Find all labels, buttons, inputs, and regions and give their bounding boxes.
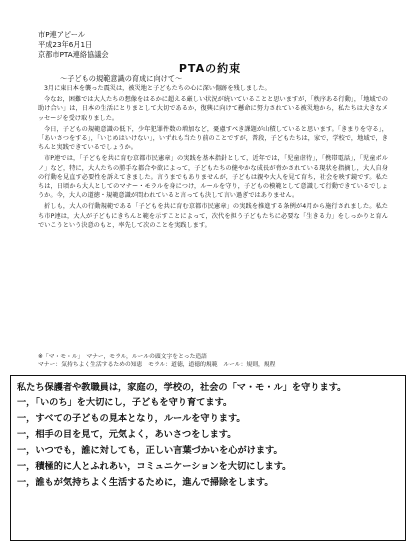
footnotes xyxy=(38,353,275,370)
pledge-item: 一，相手の目を見て，元気よく，あいさつをします。 xyxy=(17,429,237,440)
page-title: PTAの約束 xyxy=(178,62,242,75)
pledge-intro: 私たち保護者や教職員は，家庭の，学校の，社会の「マ・モ・ル」を守ります。 xyxy=(17,382,347,393)
header-organization-name: 京都市PTA連絡協議会 xyxy=(38,50,109,59)
paragraph: 3月に東日本を襲った震災は，被災地と子どもたちの心に深い傷跡を残しました。 xyxy=(44,85,271,92)
footnote-mamoru: ※「マ・モ・ル」 マナー，モラル，ルールの頭文字をとった造語 xyxy=(38,354,207,360)
pledge-item: 一，「いのち」を大切にし，子どもを守り育てます。 xyxy=(17,397,233,408)
pledge-item: 一，誰もが気持ちよく生活するために，進んで掃除をします。 xyxy=(17,477,274,488)
paragraph: 今なお，困難では大人たちの想像をはるかに超える厳しい状況が続いていることと思いますが，「秩序ある行動」，「地域での助け合い」は，日本の生活にとりまとして大切であるか，復興に向けて懸命に努力されている被災地から，私たちは大きなメッセージを受け取りました。 xyxy=(38,96,388,122)
paragraph: 市P連では，「子どもを共に育む京都市民憲章」の実践を基本指針として，近年では，「児童虐待」，「携帯電話」，「児童ポルノ」など，特に，大人たちの勝手な都合や欲によって，子どもたちの健やかな成長が脅かされている現状を指摘し，大人自身の行動を見直す必要性を訴えてきました。言うまでもありませんが，子どもは親や大人を見て育ち，社会を映す鏡です。私たちは，日頃から大人としてのマナー・モラルを身につけ，ルールを守り，子どもの模範として意識して行動できているでしょうか。今，大人の道徳・規範意識が問われていると言っても決して言い過ぎではありません。 xyxy=(38,155,388,200)
pledge-item: 一，すべての子どもの見本となり，ルールを守ります。 xyxy=(17,413,246,424)
footnote-definitions: マナー：気持ちよく生活するための知恵 モラル：道徳，道徳的規範 ルール：規則，規程 xyxy=(38,362,276,369)
header-date: 平成23年6月1日 xyxy=(38,40,93,49)
header-block xyxy=(38,30,109,60)
page-subtitle: 〜子どもの規範意識の育成に向けて〜 xyxy=(60,74,183,83)
header-organization-appeal: 市P連アピール xyxy=(38,30,86,39)
paragraph: 折しも，大人の行動規範である「子どもを共に育む京都市民憲章」の実践を推進する条例が4月から施行されました。私たち市P連は，大人が子どもにきちんと範を示すことによって，次代を担う子どもたちに必要な「生きる力」をしっかりと育んでいこうという決意のもと，率先して次のことを実践します。 xyxy=(38,203,388,229)
pledge-item: 一，積極的に人とふれあい，コミュニケーションを大切にします。 xyxy=(17,461,292,472)
pledge-item: 一，いつでも，誰に対しても，正しい言葉づかいを心がけます。 xyxy=(17,445,283,456)
body-text xyxy=(38,84,388,232)
paragraph: 今日，子どもの規範意識の低下，少年犯罪件数の増加など，憂慮すべき課題が山積していると思います。「きまりを守る」，「あいさつをする」，「いじめはいけない」，いずれも当たり前のことですが，普段，子どもたちは，家で，学校で，地域で，きちんと実践できているでしょうか。 xyxy=(38,125,388,152)
pledge-box xyxy=(10,375,406,541)
